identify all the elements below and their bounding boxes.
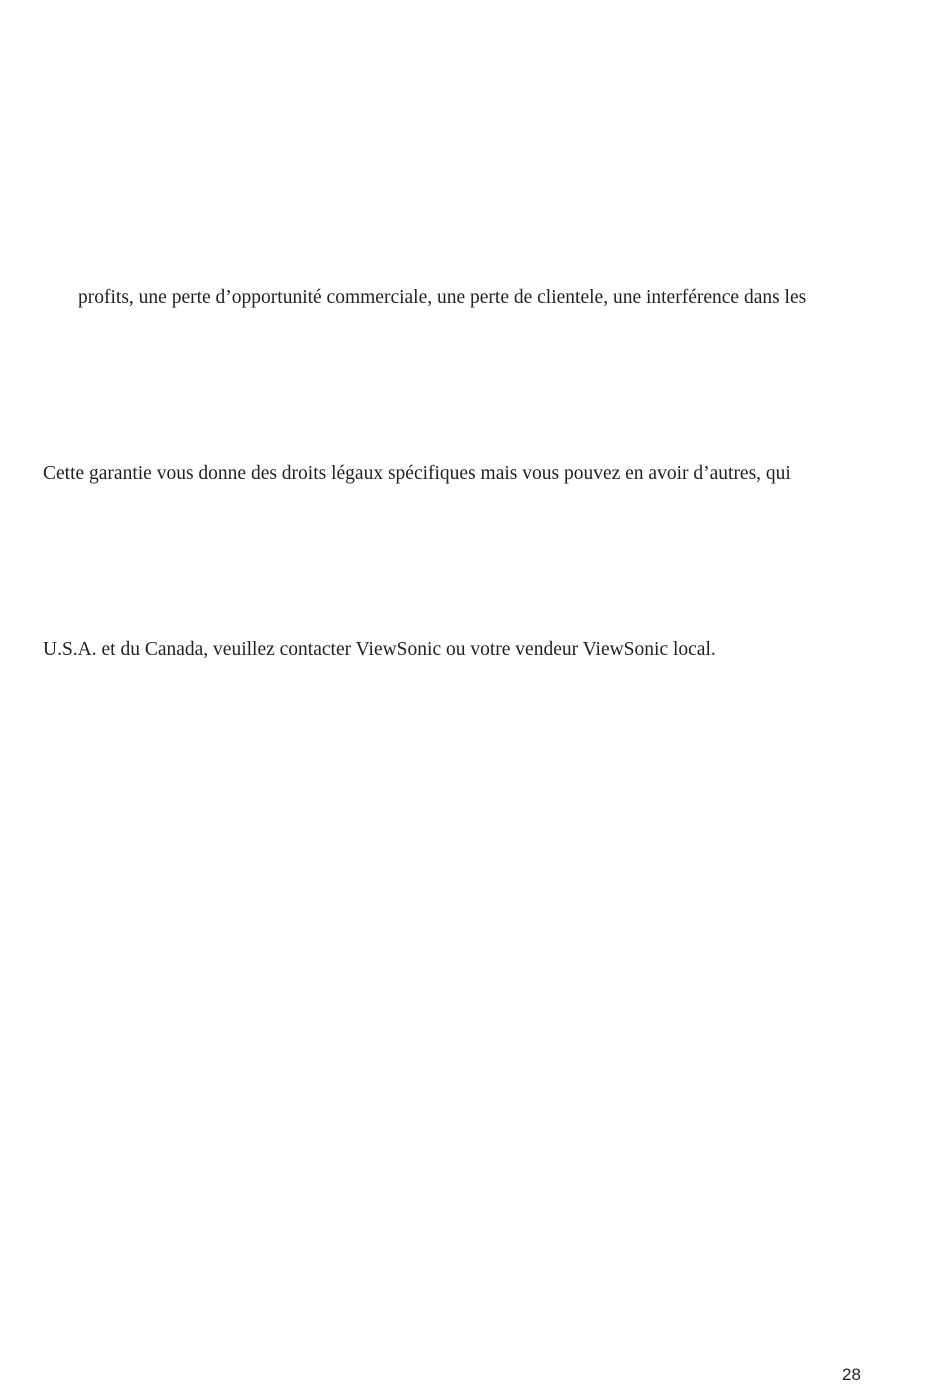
text-line-warranty-rights: Cette garantie vous donne des droits légaux spécifiques mais vous pouvez en avoir d’autres, qui [43,463,791,484]
text-line-profits: profits, une perte d’opportunité commerciale, une perte de clientele, une interférence dans les [78,287,807,308]
text-line-contact-viewsonic: U.S.A. et du Canada, veuillez contacter ViewSonic ou votre vendeur ViewSonic local. [43,639,716,660]
page-number: 28 [842,1365,861,1384]
